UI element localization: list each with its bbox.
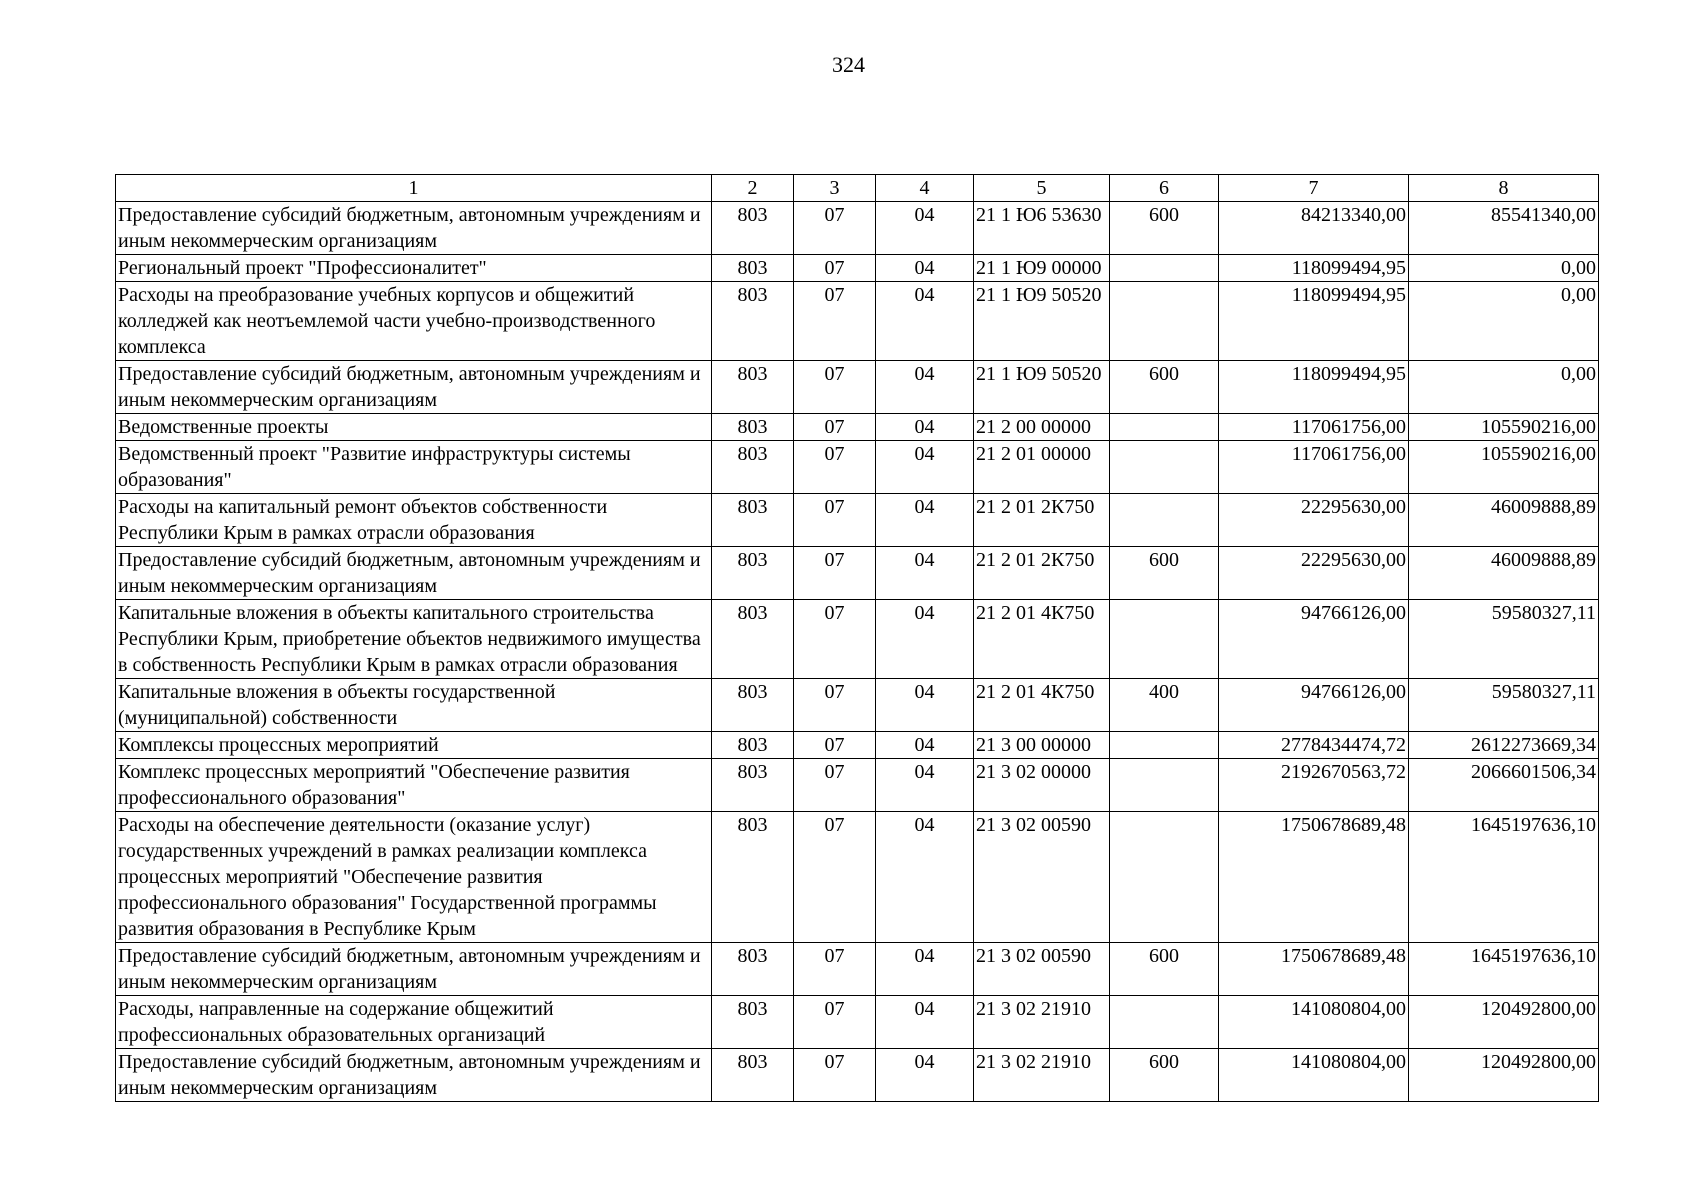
amount-col8-cell: 0,00 xyxy=(1409,282,1599,361)
expense-name-cell: Расходы на капитальный ремонт объектов собственности Республики Крым в рамках отрасли образования xyxy=(116,494,712,547)
ministry-code-cell: 803 xyxy=(712,361,794,414)
amount-col7-cell: 118099494,95 xyxy=(1219,361,1409,414)
amount-col8-cell: 46009888,89 xyxy=(1409,494,1599,547)
expense-type-cell xyxy=(1110,441,1219,494)
ministry-code-cell: 803 xyxy=(712,494,794,547)
ministry-code-cell: 803 xyxy=(712,679,794,732)
table-row xyxy=(116,494,1599,547)
column-header: 7 xyxy=(1219,175,1409,202)
expense-name-cell: Региональный проект "Профессионалитет" xyxy=(116,255,712,282)
subsection-code-cell: 04 xyxy=(876,600,974,679)
section-code-cell: 07 xyxy=(794,943,876,996)
section-code-cell: 07 xyxy=(794,996,876,1049)
target-article-cell: 21 3 02 00590 xyxy=(974,812,1110,943)
table-row xyxy=(116,255,1599,282)
expense-type-cell: 600 xyxy=(1110,361,1219,414)
expense-type-cell: 600 xyxy=(1110,1049,1219,1102)
section-code-cell: 07 xyxy=(794,759,876,812)
column-header: 8 xyxy=(1409,175,1599,202)
expense-name-cell: Комплексы процессных мероприятий xyxy=(116,732,712,759)
target-article-cell: 21 2 01 00000 xyxy=(974,441,1110,494)
subsection-code-cell: 04 xyxy=(876,812,974,943)
amount-col7-cell: 84213340,00 xyxy=(1219,202,1409,255)
section-code-cell: 07 xyxy=(794,441,876,494)
expense-type-cell xyxy=(1110,732,1219,759)
expense-type-cell xyxy=(1110,996,1219,1049)
amount-col7-cell: 141080804,00 xyxy=(1219,1049,1409,1102)
column-header: 2 xyxy=(712,175,794,202)
amount-col7-cell: 1750678689,48 xyxy=(1219,943,1409,996)
expense-type-cell xyxy=(1110,600,1219,679)
expense-name-cell: Расходы, направленные на содержание общежитий профессиональных образовательных организаций xyxy=(116,996,712,1049)
ministry-code-cell: 803 xyxy=(712,255,794,282)
expense-name-cell: Предоставление субсидий бюджетным, автономным учреждениям и иным некоммерческим организациям xyxy=(116,202,712,255)
expense-name-cell: Ведомственный проект "Развитие инфраструктуры системы образования" xyxy=(116,441,712,494)
amount-col8-cell: 0,00 xyxy=(1409,361,1599,414)
table-row xyxy=(116,547,1599,600)
subsection-code-cell: 04 xyxy=(876,255,974,282)
section-code-cell: 07 xyxy=(794,547,876,600)
expense-type-cell xyxy=(1110,255,1219,282)
amount-col7-cell: 141080804,00 xyxy=(1219,996,1409,1049)
amount-col7-cell: 22295630,00 xyxy=(1219,494,1409,547)
section-code-cell: 07 xyxy=(794,494,876,547)
target-article-cell: 21 2 01 4К750 xyxy=(974,679,1110,732)
table-row xyxy=(116,943,1599,996)
amount-col7-cell: 118099494,95 xyxy=(1219,255,1409,282)
target-article-cell: 21 1 Ю9 50520 xyxy=(974,282,1110,361)
target-article-cell: 21 1 Ю9 50520 xyxy=(974,361,1110,414)
amount-col7-cell: 2192670563,72 xyxy=(1219,759,1409,812)
subsection-code-cell: 04 xyxy=(876,361,974,414)
expense-type-cell xyxy=(1110,282,1219,361)
expense-type-cell xyxy=(1110,414,1219,441)
amount-col7-cell: 22295630,00 xyxy=(1219,547,1409,600)
target-article-cell: 21 3 02 00590 xyxy=(974,943,1110,996)
ministry-code-cell: 803 xyxy=(712,759,794,812)
section-code-cell: 07 xyxy=(794,732,876,759)
column-header: 4 xyxy=(876,175,974,202)
table-row xyxy=(116,759,1599,812)
amount-col8-cell: 46009888,89 xyxy=(1409,547,1599,600)
table-row xyxy=(116,812,1599,943)
ministry-code-cell: 803 xyxy=(712,812,794,943)
expense-name-cell: Расходы на обеспечение деятельности (оказание услуг) государственных учреждений в рамках реализации комплекса процессных мероприятий "Обеспечение развития профессионального образования" Государственной программы развития образования в Республике Крым xyxy=(116,812,712,943)
expense-name-cell: Ведомственные проекты xyxy=(116,414,712,441)
budget-table xyxy=(115,174,1599,1102)
column-header: 1 xyxy=(116,175,712,202)
subsection-code-cell: 04 xyxy=(876,759,974,812)
expense-type-cell: 600 xyxy=(1110,202,1219,255)
amount-col7-cell: 94766126,00 xyxy=(1219,600,1409,679)
subsection-code-cell: 04 xyxy=(876,679,974,732)
subsection-code-cell: 04 xyxy=(876,732,974,759)
target-article-cell: 21 3 02 21910 xyxy=(974,1049,1110,1102)
target-article-cell: 21 3 00 00000 xyxy=(974,732,1110,759)
target-article-cell: 21 2 01 4К750 xyxy=(974,600,1110,679)
ministry-code-cell: 803 xyxy=(712,414,794,441)
expense-type-cell: 600 xyxy=(1110,547,1219,600)
amount-col7-cell: 1750678689,48 xyxy=(1219,812,1409,943)
target-article-cell: 21 2 00 00000 xyxy=(974,414,1110,441)
section-code-cell: 07 xyxy=(794,414,876,441)
section-code-cell: 07 xyxy=(794,282,876,361)
amount-col7-cell: 2778434474,72 xyxy=(1219,732,1409,759)
expense-name-cell: Предоставление субсидий бюджетным, автономным учреждениям и иным некоммерческим организациям xyxy=(116,943,712,996)
section-code-cell: 07 xyxy=(794,812,876,943)
amount-col8-cell: 105590216,00 xyxy=(1409,441,1599,494)
column-number-header-row xyxy=(116,175,1599,202)
section-code-cell: 07 xyxy=(794,255,876,282)
subsection-code-cell: 04 xyxy=(876,943,974,996)
section-code-cell: 07 xyxy=(794,361,876,414)
section-code-cell: 07 xyxy=(794,600,876,679)
amount-col8-cell: 1645197636,10 xyxy=(1409,812,1599,943)
subsection-code-cell: 04 xyxy=(876,547,974,600)
target-article-cell: 21 1 Ю6 53630 xyxy=(974,202,1110,255)
table-row xyxy=(116,679,1599,732)
ministry-code-cell: 803 xyxy=(712,441,794,494)
ministry-code-cell: 803 xyxy=(712,547,794,600)
amount-col7-cell: 117061756,00 xyxy=(1219,441,1409,494)
ministry-code-cell: 803 xyxy=(712,996,794,1049)
amount-col8-cell: 120492800,00 xyxy=(1409,996,1599,1049)
amount-col8-cell: 85541340,00 xyxy=(1409,202,1599,255)
table-row xyxy=(116,361,1599,414)
table-row xyxy=(116,732,1599,759)
expense-type-cell xyxy=(1110,494,1219,547)
amount-col8-cell: 1645197636,10 xyxy=(1409,943,1599,996)
amount-col8-cell: 120492800,00 xyxy=(1409,1049,1599,1102)
table-row xyxy=(116,441,1599,494)
expense-name-cell: Комплекс процессных мероприятий "Обеспечение развития профессионального образования" xyxy=(116,759,712,812)
ministry-code-cell: 803 xyxy=(712,732,794,759)
ministry-code-cell: 803 xyxy=(712,943,794,996)
amount-col7-cell: 94766126,00 xyxy=(1219,679,1409,732)
subsection-code-cell: 04 xyxy=(876,996,974,1049)
table-row xyxy=(116,600,1599,679)
table-row xyxy=(116,414,1599,441)
amount-col7-cell: 117061756,00 xyxy=(1219,414,1409,441)
column-header: 3 xyxy=(794,175,876,202)
table-row xyxy=(116,996,1599,1049)
amount-col8-cell: 0,00 xyxy=(1409,255,1599,282)
subsection-code-cell: 04 xyxy=(876,202,974,255)
target-article-cell: 21 2 01 2К750 xyxy=(974,494,1110,547)
section-code-cell: 07 xyxy=(794,1049,876,1102)
subsection-code-cell: 04 xyxy=(876,1049,974,1102)
amount-col8-cell: 2612273669,34 xyxy=(1409,732,1599,759)
amount-col8-cell: 2066601506,34 xyxy=(1409,759,1599,812)
expense-name-cell: Капитальные вложения в объекты капитального строительства Республики Крым, приобретение объектов недвижимого имущества в собственность Республики Крым в рамках отрасли образования xyxy=(116,600,712,679)
subsection-code-cell: 04 xyxy=(876,414,974,441)
section-code-cell: 07 xyxy=(794,202,876,255)
target-article-cell: 21 2 01 2К750 xyxy=(974,547,1110,600)
ministry-code-cell: 803 xyxy=(712,282,794,361)
table-row xyxy=(116,1049,1599,1102)
expense-name-cell: Предоставление субсидий бюджетным, автономным учреждениям и иным некоммерческим организациям xyxy=(116,1049,712,1102)
target-article-cell: 21 3 02 21910 xyxy=(974,996,1110,1049)
expense-name-cell: Предоставление субсидий бюджетным, автономным учреждениям и иным некоммерческим организациям xyxy=(116,361,712,414)
amount-col8-cell: 59580327,11 xyxy=(1409,679,1599,732)
column-header: 5 xyxy=(974,175,1110,202)
table-row xyxy=(116,202,1599,255)
subsection-code-cell: 04 xyxy=(876,494,974,547)
amount-col8-cell: 105590216,00 xyxy=(1409,414,1599,441)
expense-type-cell xyxy=(1110,812,1219,943)
expense-type-cell: 600 xyxy=(1110,943,1219,996)
subsection-code-cell: 04 xyxy=(876,282,974,361)
expense-type-cell xyxy=(1110,759,1219,812)
table-body xyxy=(116,202,1599,1102)
target-article-cell: 21 3 02 00000 xyxy=(974,759,1110,812)
target-article-cell: 21 1 Ю9 00000 xyxy=(974,255,1110,282)
expense-name-cell: Расходы на преобразование учебных корпусов и общежитий колледжей как неотъемлемой части учебно-производственного комплекса xyxy=(116,282,712,361)
ministry-code-cell: 803 xyxy=(712,202,794,255)
expense-name-cell: Предоставление субсидий бюджетным, автономным учреждениям и иным некоммерческим организациям xyxy=(116,547,712,600)
ministry-code-cell: 803 xyxy=(712,1049,794,1102)
amount-col7-cell: 118099494,95 xyxy=(1219,282,1409,361)
amount-col8-cell: 59580327,11 xyxy=(1409,600,1599,679)
section-code-cell: 07 xyxy=(794,679,876,732)
ministry-code-cell: 803 xyxy=(712,600,794,679)
expense-name-cell: Капитальные вложения в объекты государственной (муниципальной) собственности xyxy=(116,679,712,732)
column-header: 6 xyxy=(1110,175,1219,202)
page-number: 324 xyxy=(832,52,865,77)
expense-type-cell: 400 xyxy=(1110,679,1219,732)
table-row xyxy=(116,282,1599,361)
subsection-code-cell: 04 xyxy=(876,441,974,494)
